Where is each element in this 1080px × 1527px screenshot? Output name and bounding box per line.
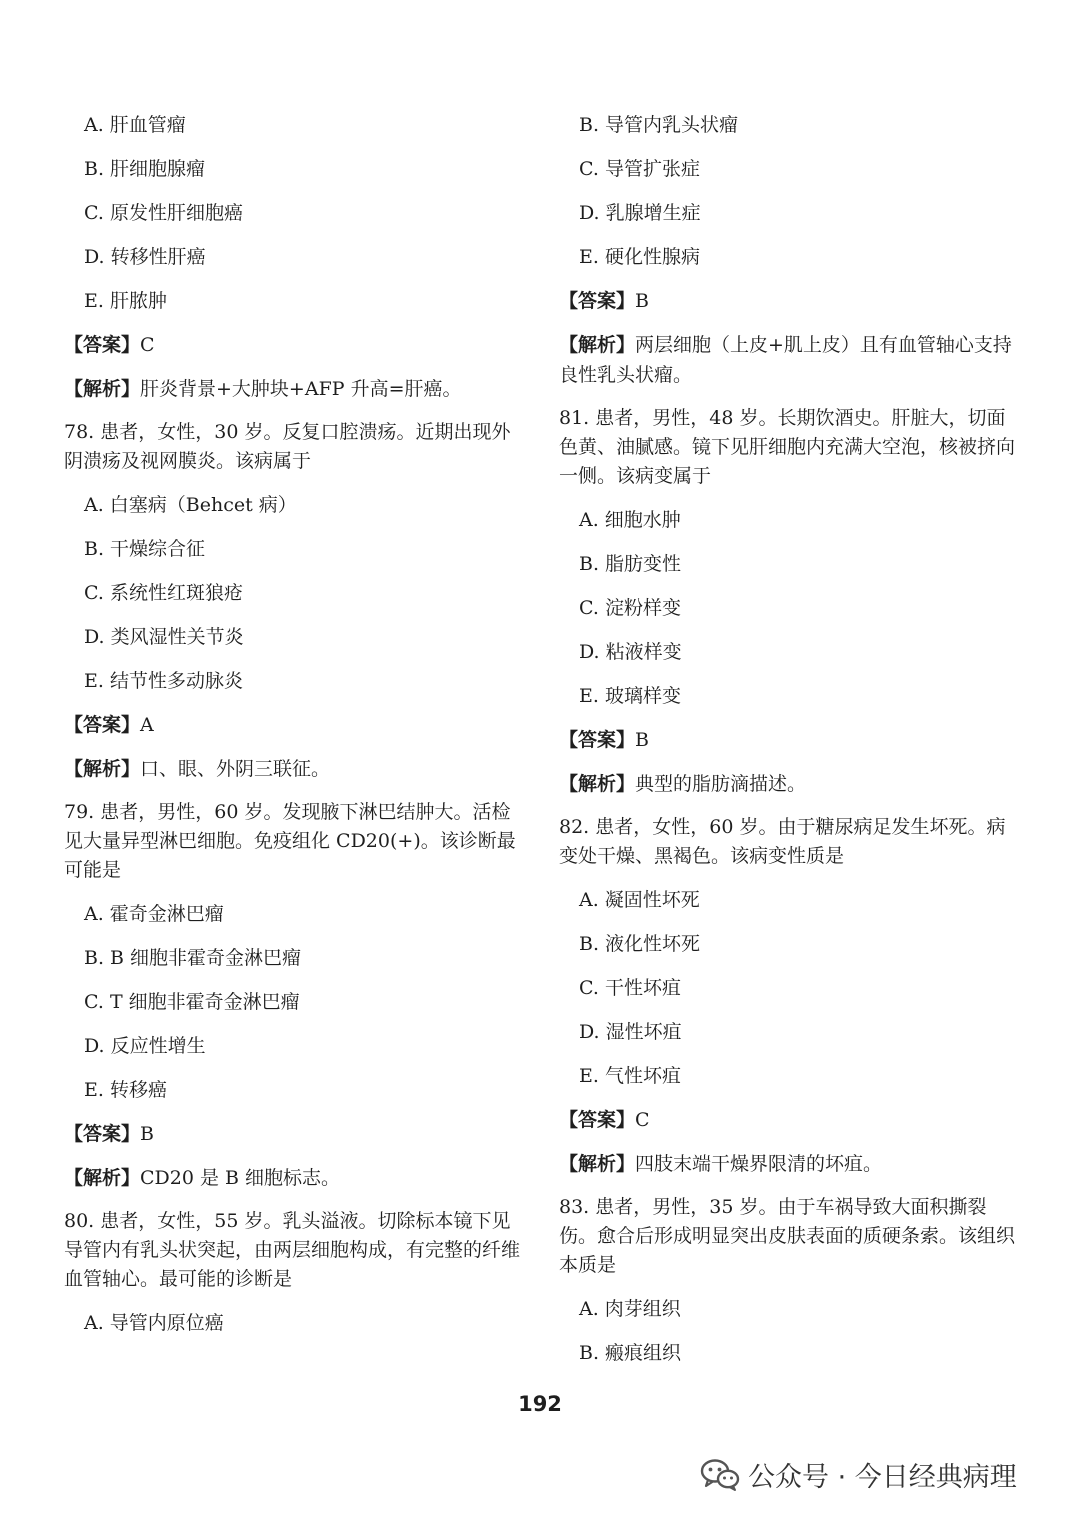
q79-option-b: B. B 细胞非霍奇金淋巴瘤 [84,947,302,969]
q77-option-a: A. 肝血管瘤 [84,114,186,136]
explanation-text: CD20 是 B 细胞标志。 [140,1167,341,1189]
q78-option-c: C. 系统性红斑狼疮 [84,582,243,604]
q81-option-b: B. 脂肪变性 [579,553,682,575]
answer-tag: 【答案】 [559,1109,636,1131]
q82-explanation [559,1149,1021,1179]
q79-stem: 79. 患者，男性，60 岁。发现腋下淋巴结肿大。活检见大量异型淋巴细胞。免疫组化 CD20(+)。该诊断最可能是 [64,801,516,881]
q79-option-c: C. T 细胞非霍奇金淋巴瘤 [84,991,300,1013]
q82-option-a: A. 凝固性坏死 [579,889,700,911]
answer-tag: 【答案】 [559,290,636,312]
q78-answer [64,710,526,740]
q79-explanation [64,1163,526,1193]
explanation-tag: 【解析】 [64,758,141,780]
q82-answer [559,1105,1021,1135]
q81-option-a: A. 细胞水肿 [579,509,681,531]
q80-option-b: B. 导管内乳头状瘤 [579,114,739,136]
q78-option-a: A. 白塞病（Behcet 病） [84,494,297,516]
q82-option-d: D. 湿性坏疽 [579,1021,682,1043]
answer-value: B [635,290,649,312]
right-column [559,110,1021,1382]
q81-stem: 81. 患者，男性，48 岁。长期饮酒史。肝脏大，切面色黄、油腻感。镜下见肝细胞内充满大空泡，核被挤向一侧。该病变属于 [559,407,1016,487]
q78-option-d: D. 类风湿性关节炎 [84,626,244,648]
q83-option-b: B. 瘢痕组织 [579,1342,682,1364]
q82-option-b: B. 液化性坏死 [579,933,701,955]
explanation-text: 口、眼、外阴三联征。 [140,758,331,780]
q80-stem: 80. 患者，女性，55 岁。乳头溢液。切除标本镜下见导管内有乳头状突起，由两层细胞构成，有完整的纤维血管轴心。最可能的诊断是 [64,1210,521,1290]
q80-option-c: C. 导管扩张症 [579,158,700,180]
answer-tag: 【答案】 [559,729,636,751]
q77-option-e: E. 肝脓肿 [84,290,167,312]
q82-option-c: C. 干性坏疽 [579,977,681,999]
q80-option-a: A. 导管内原位癌 [84,1312,224,1334]
q77-option-c: C. 原发性肝细胞癌 [84,202,243,224]
answer-tag: 【答案】 [64,714,141,736]
answer-value: B [140,1123,154,1145]
q77-answer [64,330,526,360]
q79-option-a: A. 霍奇金淋巴瘤 [84,903,224,925]
q79-option-e: E. 转移癌 [84,1079,167,1101]
q81-option-c: C. 淀粉样变 [579,597,681,619]
q80-answer [559,286,1021,316]
q80-option-d: D. 乳腺增生症 [579,202,701,224]
answer-tag: 【答案】 [64,334,141,356]
footer-text: 公众号 · 今日经典病理 [748,1462,1017,1493]
footer-watermark [700,1455,1017,1494]
q79-option-d: D. 反应性增生 [84,1035,206,1057]
q79-answer [64,1119,526,1149]
q82-stem: 82. 患者，女性，60 岁。由于糖尿病足发生坏死。病变处干燥、黑褐色。该病变性质是 [559,816,1006,867]
page-number: 192 [518,1392,562,1416]
explanation-text: 典型的脂肪滴描述。 [635,773,807,795]
q77-option-b: B. 肝细胞腺瘤 [84,158,206,180]
q77-option-d: D. 转移性肝癌 [84,246,206,268]
explanation-text: 肝炎背景+大肿块+AFP 升高=肝癌。 [140,378,462,400]
answer-value: C [635,1109,650,1131]
q82-option-e: E. 气性坏疽 [579,1065,681,1087]
explanation-tag: 【解析】 [64,1167,141,1189]
wechat-icon [700,1458,740,1492]
answer-value: C [140,334,155,356]
explanation-text: 两层细胞（上皮+肌上皮）且有血管轴心支持良性乳头状瘤。 [559,334,1012,386]
explanation-tag: 【解析】 [559,773,636,795]
q81-option-e: E. 玻璃样变 [579,685,681,707]
explanation-tag: 【解析】 [64,378,141,400]
q77-explanation [64,374,526,404]
q81-answer [559,725,1021,755]
q78-explanation [64,754,526,784]
q80-explanation [559,330,1021,390]
explanation-tag: 【解析】 [559,334,636,356]
q80-option-e: E. 硬化性腺病 [579,246,700,268]
q78-option-e: E. 结节性多动脉炎 [84,670,243,692]
answer-tag: 【答案】 [64,1123,141,1145]
left-column [64,110,526,1352]
q83-stem: 83. 患者，男性，35 岁。由于车祸导致大面积撕裂伤。愈合后形成明显突出皮肤表面的质硬条索。该组织本质是 [559,1196,1016,1276]
q78-option-b: B. 干燥综合征 [84,538,206,560]
q81-explanation [559,769,1021,799]
explanation-text: 四肢末端干燥界限清的坏疽。 [635,1153,883,1175]
explanation-tag: 【解析】 [559,1153,636,1175]
q81-option-d: D. 粘液样变 [579,641,682,663]
answer-value: B [635,729,649,751]
q78-stem: 78. 患者，女性，30 岁。反复口腔溃疡。近期出现外阴溃疡及视网膜炎。该病属于 [64,421,511,472]
q83-option-a: A. 肉芽组织 [579,1298,681,1320]
answer-value: A [140,714,154,736]
